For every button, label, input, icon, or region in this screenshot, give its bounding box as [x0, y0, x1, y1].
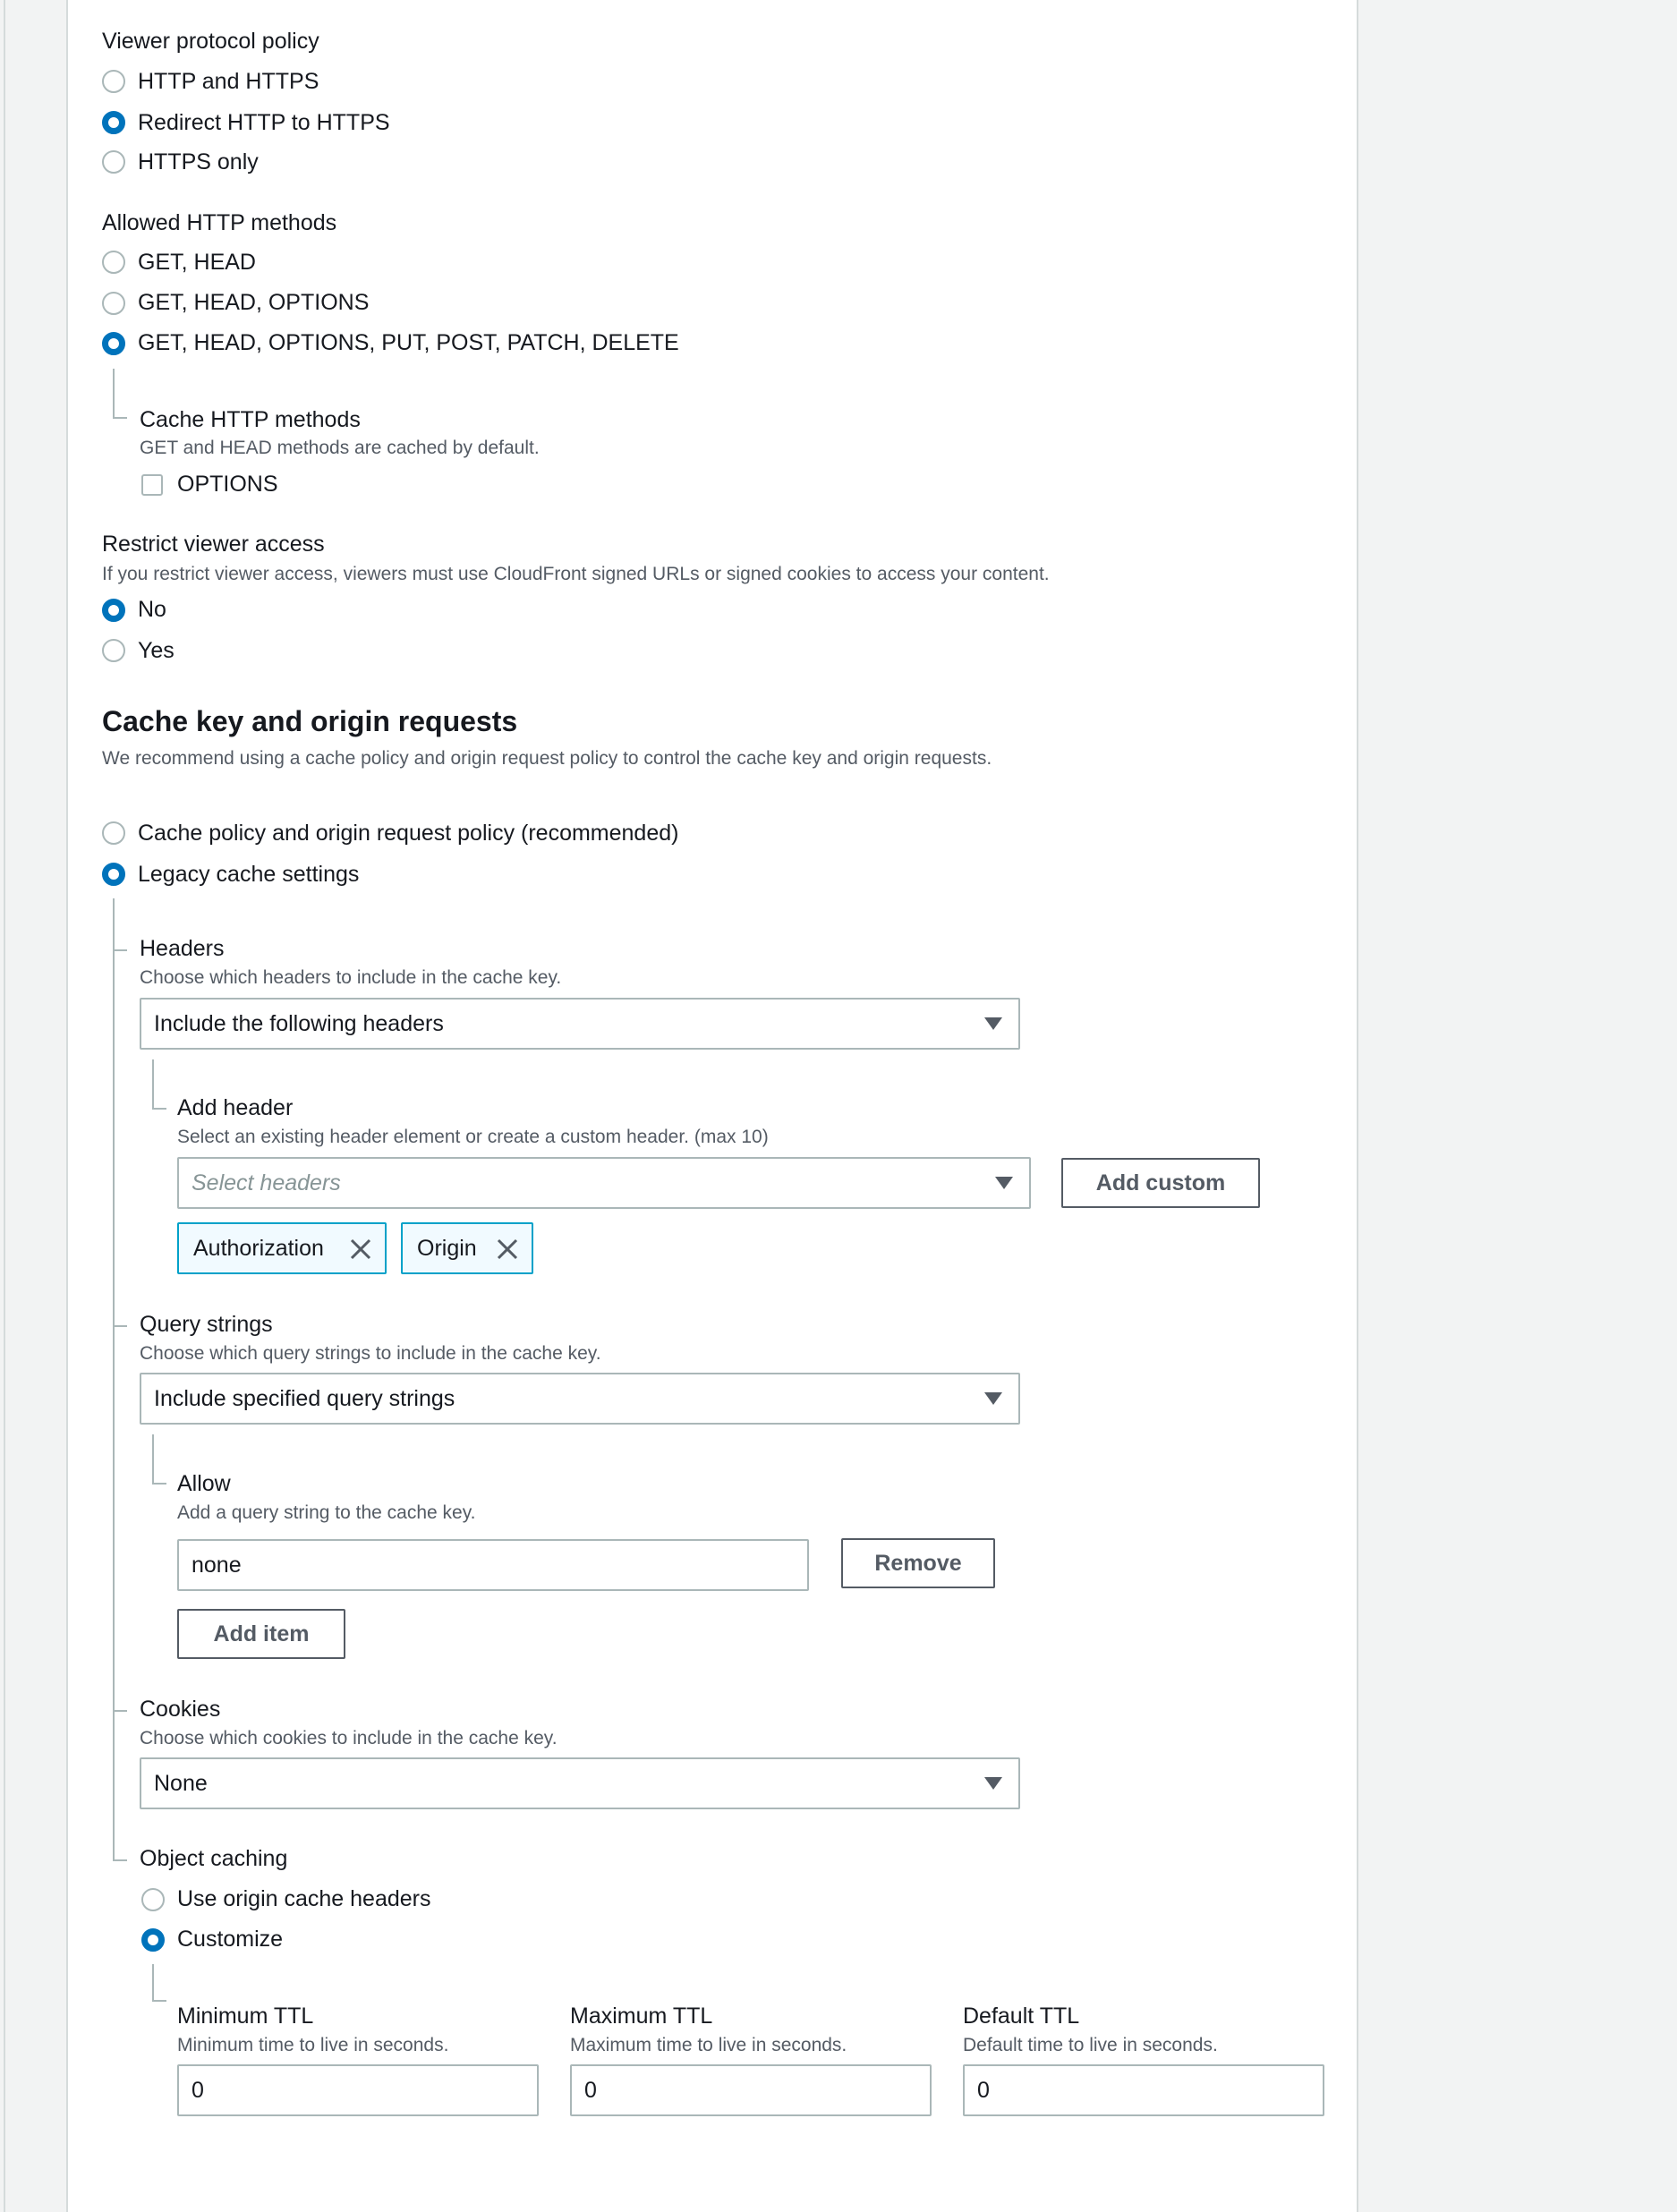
add-custom-button[interactable]: Add custom: [1061, 1158, 1260, 1208]
option-options[interactable]: OPTIONS: [177, 472, 278, 497]
option-https-only[interactable]: HTTPS only: [138, 149, 259, 174]
radio-customize[interactable]: [141, 1928, 165, 1952]
legacy-tree-line: [113, 898, 115, 1861]
minimum-ttl-input[interactable]: 0: [177, 2064, 539, 2116]
allowed-methods-label: Allowed HTTP methods: [102, 210, 337, 235]
option-redirect-http-to-https[interactable]: Redirect HTTP to HTTPS: [138, 110, 390, 135]
viewer-protocol-label: Viewer protocol policy: [102, 29, 319, 54]
tree-line: [152, 1964, 154, 2002]
radio-all-methods[interactable]: [102, 332, 125, 355]
option-get-head-options[interactable]: GET, HEAD, OPTIONS: [138, 290, 370, 315]
maximum-ttl-description: Maximum time to live in seconds.: [570, 2035, 847, 2055]
radio-restrict-no[interactable]: [102, 599, 125, 622]
headers-label: Headers: [140, 936, 225, 961]
query-strings-description: Choose which query strings to include in the cache key.: [140, 1343, 601, 1364]
query-strings-select-value: Include specified query strings: [154, 1386, 455, 1411]
query-strings-select[interactable]: [140, 1373, 1020, 1425]
headers-description: Choose which headers to include in the cache key.: [140, 967, 562, 988]
radio-restrict-yes[interactable]: [102, 639, 125, 662]
radio-get-head-options[interactable]: [102, 292, 125, 315]
option-restrict-yes[interactable]: Yes: [138, 638, 175, 663]
add-header-label: Add header: [177, 1095, 294, 1120]
cookies-select[interactable]: [140, 1757, 1020, 1809]
radio-use-origin-cache-headers[interactable]: [141, 1888, 165, 1911]
radio-redirect-http-to-https[interactable]: [102, 111, 125, 134]
cookies-select-value: None: [154, 1771, 208, 1796]
option-restrict-no[interactable]: No: [138, 597, 166, 622]
default-ttl-input[interactable]: 0: [963, 2064, 1324, 2116]
add-header-description: Select an existing header element or create a custom header. (max 10): [177, 1127, 769, 1147]
token-label: Authorization: [193, 1236, 324, 1261]
cookies-description: Choose which cookies to include in the cache key.: [140, 1728, 558, 1748]
caret-down-icon: [984, 1017, 1002, 1030]
token-origin: [401, 1222, 533, 1274]
headers-select[interactable]: [140, 998, 1020, 1050]
minimum-ttl-description: Minimum time to live in seconds.: [177, 2035, 449, 2055]
object-caching-label: Object caching: [140, 1846, 288, 1871]
option-http-and-https[interactable]: HTTP and HTTPS: [138, 69, 319, 94]
allow-description: Add a query string to the cache key.: [177, 1502, 476, 1523]
tree-line: [152, 2000, 166, 2002]
left-gutter: [0, 0, 5, 2212]
select-headers-placeholder: Select headers: [192, 1170, 341, 1195]
checkbox-options[interactable]: [141, 474, 163, 496]
option-all-methods[interactable]: GET, HEAD, OPTIONS, PUT, POST, PATCH, DELETE: [138, 330, 679, 355]
query-strings-label: Query strings: [140, 1312, 273, 1337]
add-item-button[interactable]: Add item: [177, 1609, 345, 1659]
token-label: Origin: [417, 1236, 477, 1261]
tree-branch: [113, 1325, 127, 1327]
radio-legacy-cache[interactable]: [102, 863, 125, 886]
cache-methods-description: GET and HEAD methods are cached by default.: [140, 438, 540, 458]
close-icon[interactable]: [349, 1238, 372, 1261]
default-ttl-description: Default time to live in seconds.: [963, 2035, 1218, 2055]
allow-label: Allow: [177, 1471, 231, 1496]
tree-branch: [113, 949, 127, 951]
minimum-ttl-label: Minimum TTL: [177, 2004, 314, 2029]
remove-button[interactable]: Remove: [841, 1538, 995, 1588]
caret-down-icon: [984, 1777, 1002, 1790]
tree-line: [113, 417, 127, 419]
cache-key-description: We recommend using a cache policy and origin request policy to control the cache key and origin requests.: [102, 748, 992, 769]
tree-line: [113, 369, 115, 419]
cookies-label: Cookies: [140, 1697, 221, 1722]
tree-line: [152, 1483, 166, 1485]
option-customize[interactable]: Customize: [177, 1927, 284, 1952]
token-authorization: [177, 1222, 387, 1274]
tree-line: [152, 1434, 154, 1485]
default-ttl-label: Default TTL: [963, 2004, 1080, 2029]
section-title-cache-key: Cache key and origin requests: [102, 705, 518, 737]
select-headers-input[interactable]: [177, 1157, 1031, 1209]
tree-branch: [113, 1859, 127, 1861]
radio-http-and-https[interactable]: [102, 70, 125, 93]
option-get-head[interactable]: GET, HEAD: [138, 250, 256, 275]
radio-https-only[interactable]: [102, 150, 125, 174]
maximum-ttl-input[interactable]: 0: [570, 2064, 932, 2116]
option-cache-policy[interactable]: Cache policy and origin request policy (recommended): [138, 821, 679, 846]
tree-line: [152, 1059, 154, 1110]
settings-panel: [66, 0, 1358, 2212]
restrict-access-description: If you restrict viewer access, viewers must use CloudFront signed URLs or signed cookies to access your content.: [102, 564, 1050, 584]
caret-down-icon: [995, 1177, 1013, 1189]
caret-down-icon: [984, 1392, 1002, 1405]
option-use-origin-cache-headers[interactable]: Use origin cache headers: [177, 1886, 431, 1911]
option-legacy-cache[interactable]: Legacy cache settings: [138, 862, 360, 887]
query-string-input[interactable]: none: [177, 1539, 809, 1591]
radio-get-head[interactable]: [102, 251, 125, 274]
cache-methods-label: Cache HTTP methods: [140, 407, 361, 432]
headers-select-value: Include the following headers: [154, 1011, 444, 1036]
close-icon[interactable]: [496, 1238, 519, 1261]
radio-cache-policy[interactable]: [102, 821, 125, 845]
restrict-access-label: Restrict viewer access: [102, 532, 325, 557]
tree-line: [152, 1108, 166, 1110]
maximum-ttl-label: Maximum TTL: [570, 2004, 713, 2029]
tree-branch: [113, 1710, 127, 1712]
